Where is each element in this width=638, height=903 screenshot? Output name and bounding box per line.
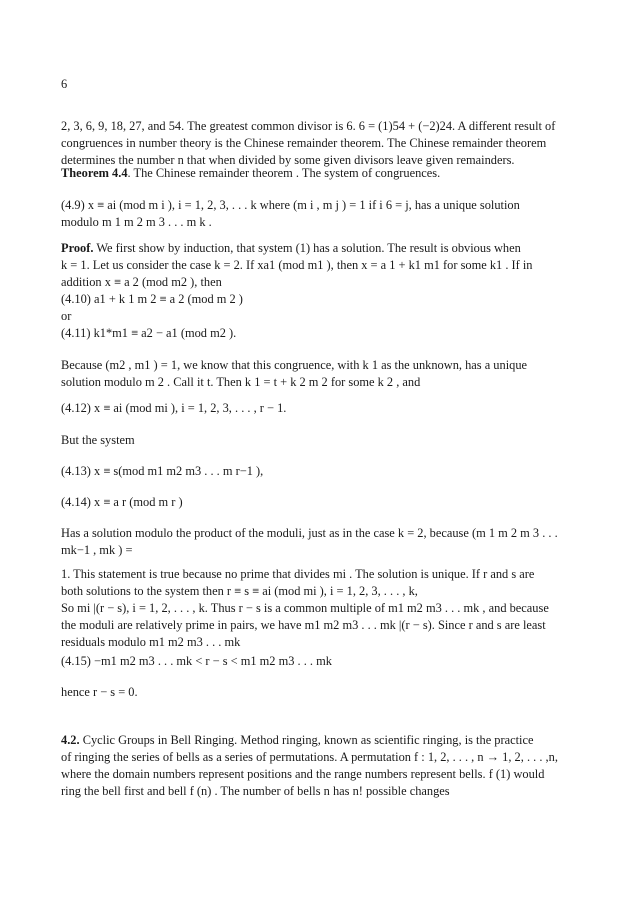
text-line: (4.9) x ≡ ai (mod m i ), i = 1, 2, 3, . . . k where (m i , m j ) = 1 if i 6 = j, has a unique solution bbox=[61, 198, 520, 212]
text-line bbox=[61, 732, 601, 749]
text-line: the moduli are relatively prime in pairs, we have m1 m2 m3 . . . mk |(r − s). Since r and s are least bbox=[61, 618, 546, 632]
section-4-2-paragraph bbox=[61, 732, 601, 800]
theorem-label: Theorem 4.4 bbox=[61, 166, 128, 180]
text-line: determines the number n that when divided by some given divisors leave given remainders. bbox=[61, 153, 515, 167]
text-line: (4.10) a1 + k 1 m 2 ≡ a 2 (mod m 2 ) bbox=[61, 292, 243, 306]
text-line: both solutions to the system then r ≡ s ≡ ai (mod mi ), i = 1, 2, 3, . . . , k, bbox=[61, 584, 418, 598]
section-text: Cyclic Groups in Bell Ringing. Method ringing, known as scientific ringing, is the practice bbox=[79, 733, 534, 747]
proof-paragraph bbox=[61, 240, 601, 325]
theorem-statement bbox=[61, 165, 601, 182]
text-line: residuals modulo m1 m2 m3 . . . mk bbox=[61, 635, 241, 649]
text-line: So mi |(r − s), i = 1, 2, . . . , k. Thus r − s is a common multiple of m1 m2 m3 . . . mk , and because bbox=[61, 601, 549, 615]
conclusion-line bbox=[61, 684, 601, 701]
equation-4-12 bbox=[61, 400, 601, 417]
text-line: (4.12) x ≡ ai (mod mi ), i = 1, 2, 3, . . . , r − 1. bbox=[61, 401, 287, 415]
text-line: addition x ≡ a 2 (mod m2 ), then bbox=[61, 275, 222, 289]
text-line: congruences in number theory is the Chinese remainder theorem. The Chinese remainder theorem bbox=[61, 136, 547, 150]
equation-4-11 bbox=[61, 325, 601, 342]
page-number bbox=[61, 76, 601, 93]
text-line: 1. This statement is true because no prime that divides mi . The solution is unique. If r and s are bbox=[61, 567, 535, 581]
text-line: where the domain numbers represent positions and the range numbers represent bells. f (1) would bbox=[61, 767, 545, 781]
text-line: ring the bell first and bell f (n) . The number of bells n has n! possible changes bbox=[61, 784, 450, 798]
text-line: (4.15) −m1 m2 m3 . . . mk < r − s < m1 m2 m3 . . . mk bbox=[61, 654, 332, 668]
intro-paragraph bbox=[61, 118, 601, 169]
page-number-text: 6 bbox=[61, 77, 68, 91]
text-line: Because (m2 , m1 ) = 1, we know that this congruence, with k 1 as the unknown, has a unique bbox=[61, 358, 528, 372]
text-line: (4.14) x ≡ a r (mod m r ) bbox=[61, 495, 183, 509]
text-line: hence r − s = 0. bbox=[61, 685, 138, 699]
text-line: Has a solution modulo the product of the moduli, just as in the case k = 2, because (m 1 m 2 m 3 . . . bbox=[61, 526, 558, 540]
proof-text: We first show by induction, that system (1) has a solution. The result is obvious when bbox=[93, 241, 521, 255]
equation-4-9 bbox=[61, 197, 601, 231]
solution-paragraph bbox=[61, 525, 601, 559]
equation-4-15 bbox=[61, 653, 601, 670]
text-line: of ringing the series of bells as a series of permutations. A permutation f : 1, 2, . . . , n → 1, 2, . . . ,n, bbox=[61, 750, 558, 764]
but-system-line bbox=[61, 432, 601, 449]
equation-4-13 bbox=[61, 463, 601, 480]
because-paragraph bbox=[61, 357, 601, 391]
text-line: (4.13) x ≡ s(mod m1 m2 m3 . . . m r−1 ), bbox=[61, 464, 264, 478]
text-line: k = 1. Let us consider the case k = 2. If xa1 (mod m1 ), then x = a 1 + k1 m1 for some k1 . If in bbox=[61, 258, 533, 272]
text-line: solution modulo m 2 . Call it t. Then k 1 = t + k 2 m 2 for some k 2 , and bbox=[61, 375, 421, 389]
text-line: 2, 3, 6, 9, 18, 27, and 54. The greatest common divisor is 6. 6 = (1)54 + (−2)24. A different result of bbox=[61, 119, 556, 133]
text-line: But the system bbox=[61, 433, 135, 447]
text-line: (4.11) k1*m1 ≡ a2 − a1 (mod m2 ). bbox=[61, 326, 237, 340]
section-label: 4.2. bbox=[61, 733, 80, 747]
proof-label: Proof. bbox=[61, 241, 94, 255]
text-line: mk−1 , mk ) = bbox=[61, 543, 133, 557]
uniqueness-paragraph bbox=[61, 566, 601, 651]
text-line: modulo m 1 m 2 m 3 . . . m k . bbox=[61, 215, 212, 229]
theorem-text: . The Chinese remainder theorem . The system of congruences. bbox=[127, 166, 441, 180]
text-line bbox=[61, 240, 601, 257]
equation-4-14 bbox=[61, 494, 601, 511]
text-line: or bbox=[61, 309, 72, 323]
text-line bbox=[61, 165, 601, 182]
